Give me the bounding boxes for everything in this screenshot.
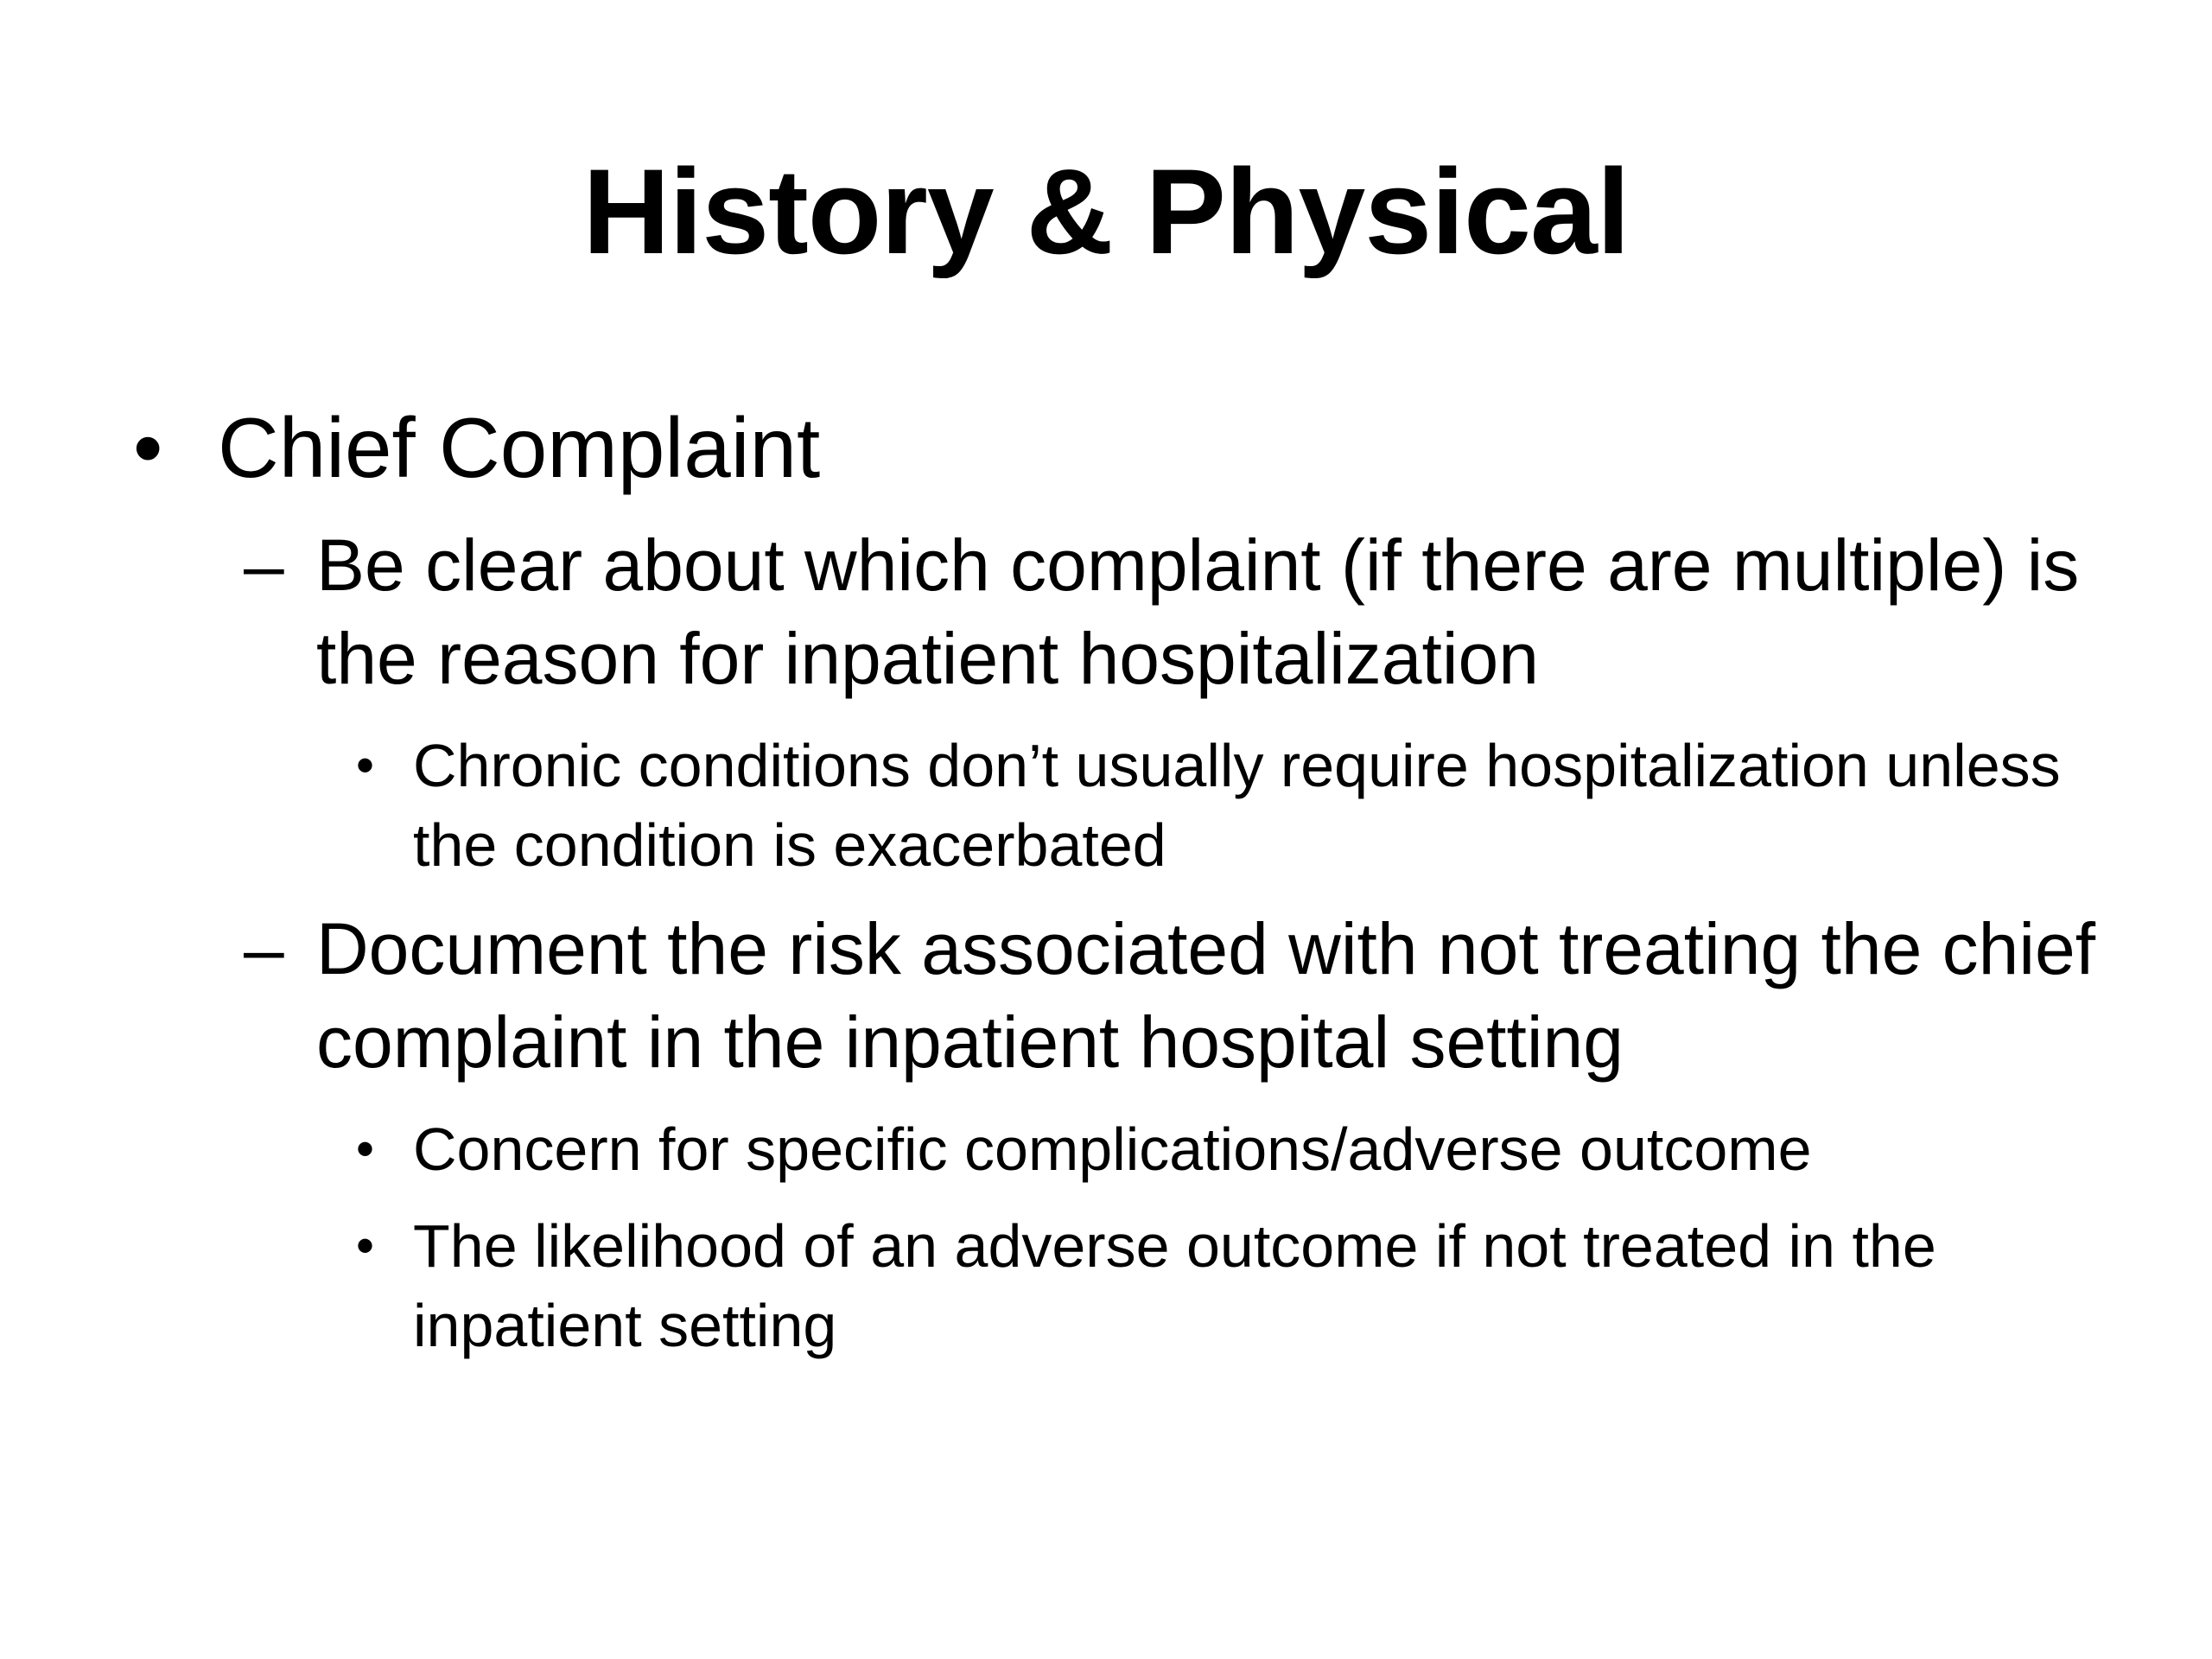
dash-marker: –: [244, 524, 284, 606]
sub-sub-bullet-likelihood: [356, 1206, 2117, 1365]
bullet-text: Chief Complaint: [218, 400, 821, 495]
bullet-marker: •: [133, 400, 163, 495]
slide-title: History & Physical: [582, 143, 1630, 279]
bullet-marker: •: [356, 1217, 375, 1274]
sub-sub-bullet-chronic-conditions: [356, 726, 2117, 885]
sub-bullet-text: Document the risk associated with not treating the chief complaint in the inpatient hospital setting: [316, 908, 2096, 1083]
sub-sub-bullet-text: Concern for specific complications/adverse outcome: [413, 1116, 1812, 1183]
slide-body: [130, 397, 2117, 1382]
sub-bullet-text: Be clear about which complaint (if there are multiple) is the reason for inpatient hospitalization: [316, 524, 2080, 699]
sub-bullet-be-clear: [244, 518, 2117, 705]
dash-marker: –: [244, 908, 284, 989]
sub-sub-bullet-text: The likelihood of an adverse outcome if not treated in the inpatient setting: [413, 1212, 1936, 1359]
sub-sub-bullet-text: Chronic conditions don’t usually require hospitalization unless the condition is exacerbated: [413, 732, 2061, 879]
bullet-marker: •: [356, 736, 375, 794]
bullet-chief-complaint: [130, 397, 2117, 498]
sub-bullet-document-risk: [244, 902, 2117, 1089]
sub-sub-bullet-concern: [356, 1109, 2117, 1189]
bullet-marker: •: [356, 1120, 375, 1178]
